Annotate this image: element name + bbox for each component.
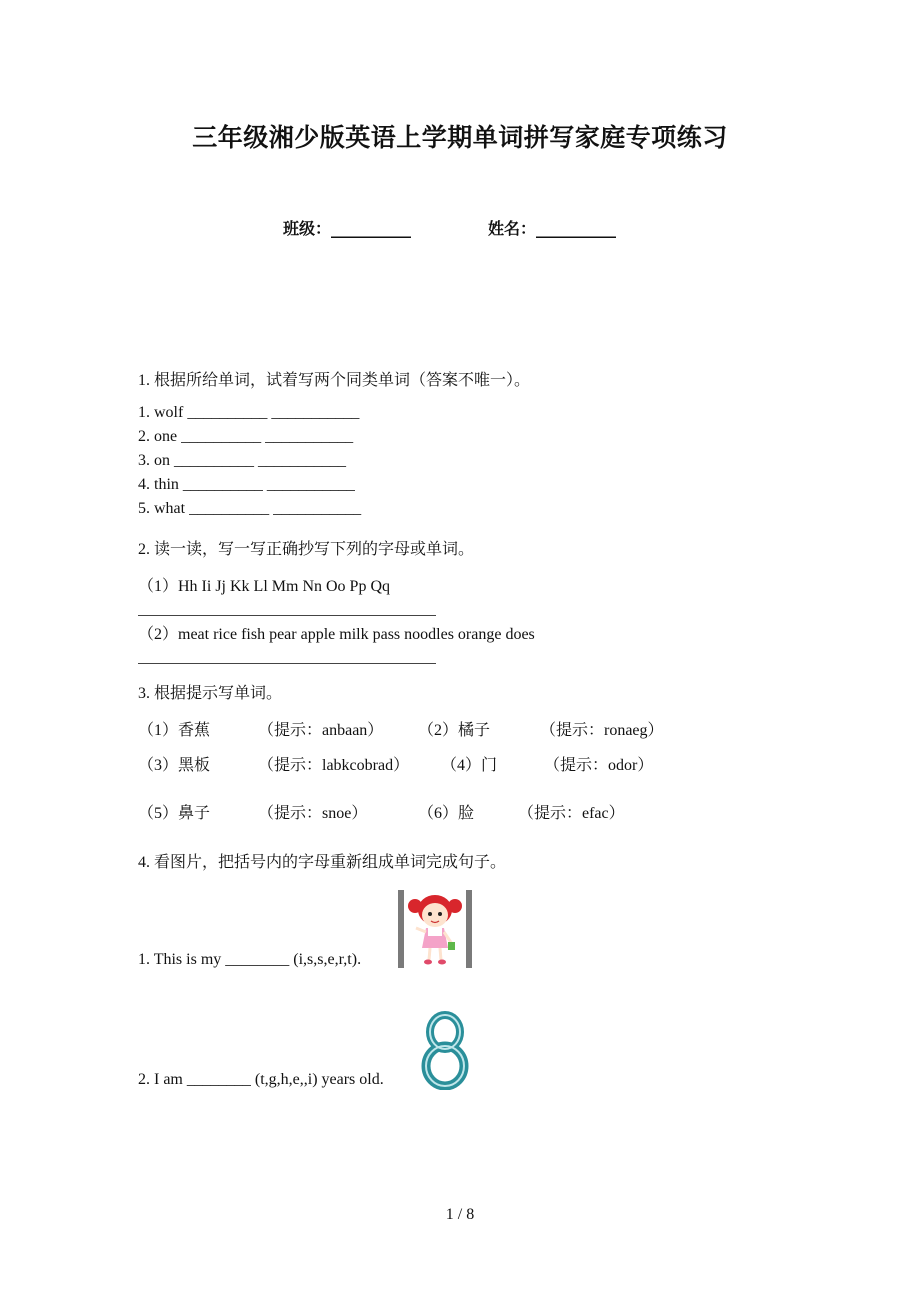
section4-item2: 2. I am ________ (t,g,h,e,,i) years old. (138, 1071, 384, 1088)
hint-word: （2）橘子 (418, 722, 491, 739)
hint-word: （3）黑板 (138, 757, 211, 774)
writing-line (138, 615, 436, 616)
section2-line1: （1）Hh Ii Jj Kk Ll Mm Nn Oo Pp Qq (138, 578, 391, 595)
section1-item: 4. thin __________ ___________ (138, 476, 355, 493)
page-number: 1 / 8 (445, 1206, 475, 1223)
number-eight-icon (420, 1010, 470, 1090)
section1-item: 2. one __________ ___________ (138, 428, 354, 445)
hint-text: （提示：anbaan） (258, 722, 384, 739)
page-title: 三年级湘少版英语上学期单词拼写家庭专项练习 (192, 123, 728, 152)
section2-heading: 2. 读一读，写一写正确抄写下列的字母或单词。 (138, 541, 475, 558)
section1-item: 3. on __________ ___________ (138, 452, 346, 469)
section1-item: 1. wolf __________ ___________ (138, 404, 360, 421)
section1-heading: 1. 根据所给单词，试着写两个同类单词（答案不唯一）。 (138, 372, 531, 389)
class-field-label: 班级：__________ (283, 219, 412, 238)
girl-illustration-icon (398, 890, 474, 968)
hint-word: （6）脸 (418, 805, 475, 822)
hint-word: （5）鼻子 (138, 805, 211, 822)
name-field-label: 姓名：__________ (488, 219, 617, 238)
hint-text: （提示：ronaeg） (540, 722, 664, 739)
hint-word: （1）香蕉 (138, 722, 211, 739)
writing-line (138, 663, 436, 664)
section1-item: 5. what __________ ___________ (138, 500, 362, 517)
section4-item1: 1. This is my ________ (i,s,s,e,r,t). (138, 951, 362, 968)
hint-word: （4）门 (441, 757, 498, 774)
hint-text: （提示：snoe） (258, 805, 368, 822)
hint-text: （提示：odor） (544, 757, 654, 774)
section4-heading: 4. 看图片，把括号内的字母重新组成单词完成句子。 (138, 854, 507, 871)
section3-heading: 3. 根据提示写单词。 (138, 685, 283, 702)
section2-line2: （2）meat rice fish pear apple milk pass noodles orange does (138, 626, 535, 643)
hint-text: （提示：efac） (518, 805, 625, 822)
number-eight-picture (420, 1010, 470, 1090)
sister-picture (398, 890, 474, 968)
hint-text: （提示：labkcobrad） (258, 757, 410, 774)
